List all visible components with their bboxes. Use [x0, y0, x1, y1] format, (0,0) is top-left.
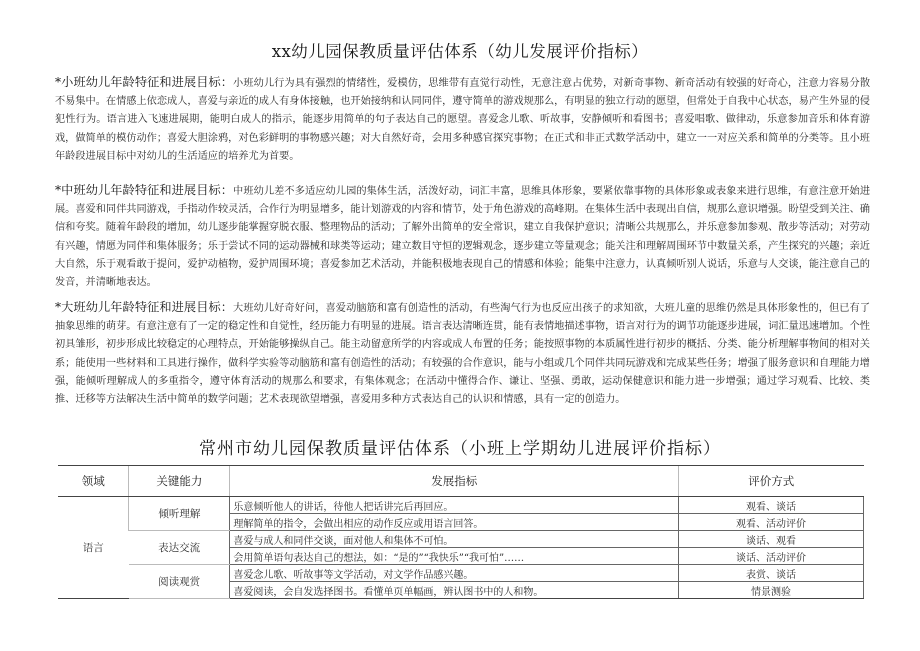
section-body: 小班幼儿行为具有强烈的情绪性，爱模仿，思维带有直觉行动性，无意注意占优势，对新奇事物、新奇活动有较强的好奇心，注意力容易分散不易集中。在情感上依恋成人，喜爱与亲近的成人有身体接触，也开始接纳和认同同伴，遵守简单的游戏规那么，有明显的独立行动的愿望，但常处于自我中心状态，易产生外显的侵犯性行为。语言进入飞速进展期，能明白成人的指示，能逐步用简单的句子表达自己的愿望。喜爱念儿歌、听故事，安静倾听和看图书；喜爱唱歌、做律动，乐意参加音乐和体育游戏，做简单的模仿动作；喜爱大胆涂鸦，对色彩鲜明的事物感兴趣；对大自然好奇，会用多种感官探究事物；在正式和非正式数学活动中，建立一一对应关系和简单的分类等。且小班年龄段进展目标中对幼儿的生活适应的培养尤为首要。	[55, 78, 871, 162]
section-middle-class	[55, 181, 870, 292]
section-large-class	[55, 298, 870, 409]
indicator-cell: 喜爱念儿歌、听故事等文学活动，对文学作品感兴趣。	[230, 565, 679, 582]
ability-cell: 倾听理解	[129, 497, 230, 531]
table-row	[58, 565, 864, 582]
method-cell: 观看、谈话	[679, 497, 864, 514]
method-cell: 表赏、谈话	[679, 565, 864, 582]
document-title: xx幼儿园保教质量评估体系（幼儿发展评价指标）	[271, 42, 649, 61]
table-row	[58, 497, 864, 514]
ability-cell: 阅读观赏	[129, 565, 230, 599]
indicator-cell: 会用简单语句表达自己的想法，如：“是的”“我快乐”“我可怕”……	[230, 548, 679, 565]
section-heading: *大班幼儿年龄特征和进展目标：	[55, 300, 234, 314]
indicator-cell: 乐意倾听他人的讲话，待他人把话讲完后再回应。	[230, 497, 679, 514]
method-cell: 情景测验	[679, 582, 864, 599]
header-indicator: 发展指标	[230, 466, 679, 497]
table-header-row	[58, 466, 864, 497]
header-domain: 领域	[58, 466, 129, 497]
indicator-cell: 理解简单的指令，会做出相应的动作反应或用语言回答。	[230, 514, 679, 531]
header-method: 评价方式	[679, 466, 864, 497]
section-body: 大班幼儿好奇好问，喜爱动脑筋和富有创造性的活动，有些淘气行为也反应出孩子的求知欲，大班儿童的思维仍然是具体形象性的，但已有了抽象思维的萌芽。有意注意有了一定的稳定性和自觉性，经历能力有明显的进展。语言表达清晰连贯，能有表情地描述事物，语言对行为的调节功能逐步进展，词汇量迅速增加。个性初具雏形，初步形成比较稳定的心理特点，开始能够操纵自己。能主动留意所学的内容或成人布置的任务；能按照事物的本质属性进行初步的概括、分类、能分析理解事物间的相对关系；能使用一些材料和工具进行操作，做科学实验等动脑筋和富有创造性的活动；有较强的合作意识，能与小组或几个同伴共同玩游戏和完成某些任务；增强了服务意识和自理能力增强，能倾听理解成人的多重指令，遵守体育活动的规那么和要求，有集体观念；在活动中懂得合作、谦让、坚强、勇敢，运动保健意识和能力进一步增强；通过学习观看、比较、类推、迁移等方法解决生活中简单的数学问题；艺术表现欲望增强，喜爱用多种方式表达自己的认识和情感，具有一定的创造力。	[55, 303, 871, 406]
ability-cell: 表达交流	[129, 531, 230, 565]
section-heading: *小班幼儿年龄特征和进展目标：	[55, 75, 234, 89]
indicator-cell: 喜爱阅读，会自发选择图书。看懂单页单幅画，辨认图书中的人和物。	[230, 582, 679, 599]
section-body: 中班幼儿差不多适应幼儿园的集体生活，活泼好动，词汇丰富，思维具体形象，要紧依靠事物的具体形象或表象来进行思维，有意注意开始进展。喜爱和同伴共同游戏，手指动作较灵活，合作行为明显增多，能计划游戏的内容和情节，处于角色游戏的高峰期。在集体生活中表现出自信，规那么意识增强。盼望受到关注、确信和夸奖。随着年龄段的增加，幼儿逐步能掌握穿脱衣服、整理物品的活动；了解外出简单的安全常识，建立自我保护意识；清晰公共规那么，并乐意参加参观、散步等活动；对劳动有兴趣，情愿为同伴和集体服务；乐于尝试不同的运动器械和球类等运动；建立数目守恒的逻辑观念，逐步建立等量观念；能关注和理解周围环节中数量关系，产生探究的兴趣；亲近大自然，乐于观看敢于提问，爱护动植物，爱护周围环境；喜爱参加艺术活动，并能积极地表现自己的情感和体验；能集中注意力，认真倾听别人说话，乐意与人交谈，能注意自己的发音，并清晰地表达。	[55, 186, 871, 289]
method-cell: 谈话、活动评价	[679, 548, 864, 565]
header-key-ability: 关键能力	[129, 466, 230, 497]
indicator-cell: 喜爱与成人和同伴交谈，面对他人和集体不可怕。	[230, 531, 679, 548]
method-cell: 观看、活动评价	[679, 514, 864, 531]
domain-cell: 语言	[58, 497, 129, 599]
section-heading: *中班幼儿年龄特征和进展目标：	[55, 183, 234, 197]
section-small-class	[55, 73, 870, 166]
table-title: 常州市幼儿园保教质量评估体系（小班上学期幼儿进展评价指标）	[199, 439, 721, 459]
method-cell: 谈话、观看	[679, 531, 864, 548]
evaluation-table	[58, 465, 864, 599]
table-row	[58, 531, 864, 548]
